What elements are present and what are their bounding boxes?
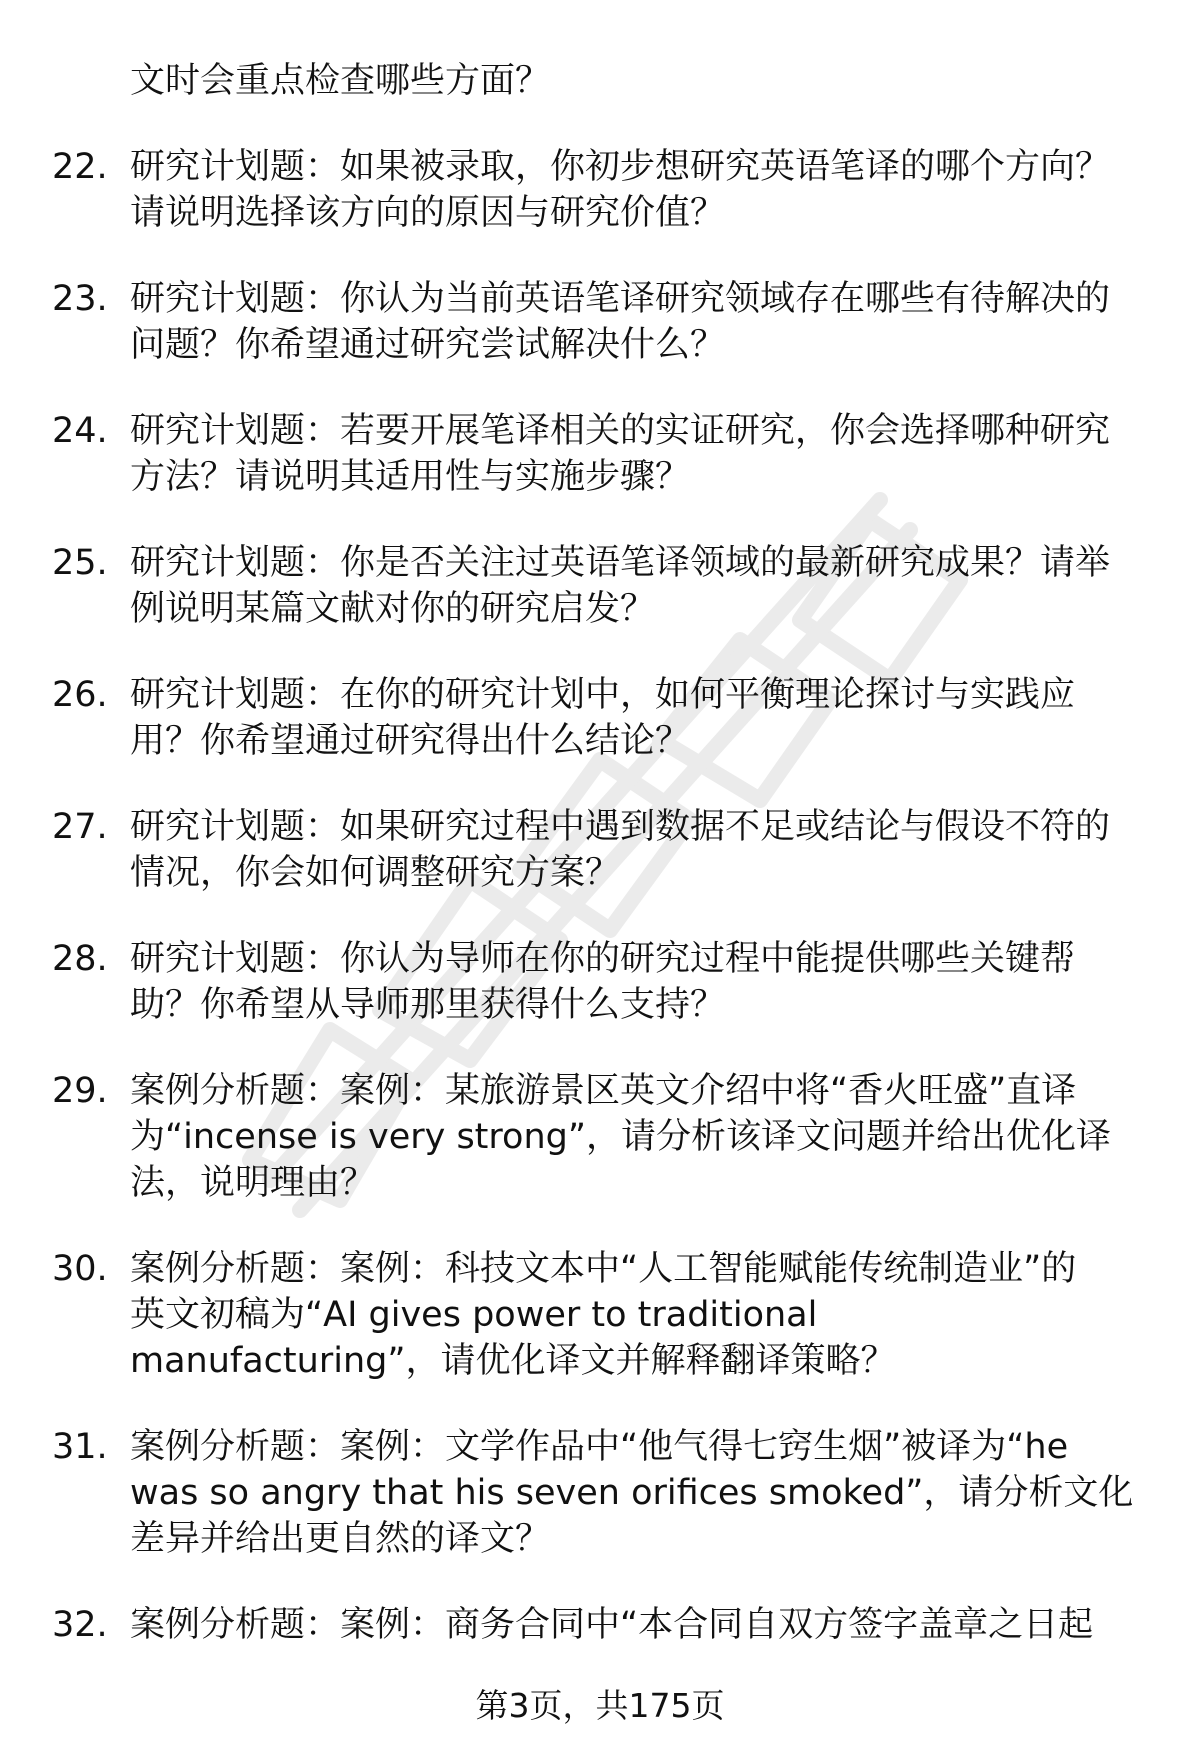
question-line: 研究计划题：如果研究过程中遇到数据不足或结论与假设不符的 (130, 807, 1111, 847)
question-item (52, 1424, 1162, 1562)
question-item (52, 540, 1162, 632)
question-text (130, 1602, 1162, 1648)
question-line: manufacturing”，请优化译文并解释翻译策略？ (130, 1341, 896, 1381)
question-line: 研究计划题：你认为导师在你的研究过程中能提供哪些关键帮 (130, 939, 1076, 979)
question-line: 案例分析题：案例：科技文本中“人工智能赋能传统制造业”的 (130, 1249, 1077, 1289)
question-item (52, 276, 1162, 368)
continuation-text: 文时会重点检查哪些方面？ (130, 61, 551, 101)
question-text (130, 1068, 1162, 1206)
question-item (52, 1068, 1162, 1206)
question-line: 研究计划题：若要开展笔译相关的实证研究，你会选择哪种研究 (130, 411, 1111, 451)
question-line: 请说明选择该方向的原因与研究价值？ (130, 193, 726, 233)
question-item (52, 1246, 1162, 1384)
question-line: 差异并给出更自然的译文？ (130, 1519, 551, 1559)
question-number: 22. (52, 147, 108, 187)
question-item (52, 144, 1162, 236)
question-line: 用？你希望通过研究得出什么结论？ (130, 721, 691, 761)
question-number: 29. (52, 1071, 108, 1111)
question-line: 例说明某篇文献对你的研究启发？ (130, 589, 656, 629)
question-line: 法，说明理由？ (130, 1163, 376, 1203)
question-number: 27. (52, 807, 108, 847)
question-number: 26. (52, 675, 108, 715)
question-number: 25. (52, 543, 108, 583)
question-text (130, 672, 1162, 764)
question-number: 24. (52, 411, 108, 451)
question-line: 为“incense is very strong”，请分析该译文问题并给出优化译 (130, 1117, 1111, 1157)
question-item (52, 804, 1162, 896)
question-line: 研究计划题：如果被录取，你初步想研究英语笔译的哪个方向？ (130, 147, 1111, 187)
question-item (52, 672, 1162, 764)
question-line: 助？你希望从导师那里获得什么支持？ (130, 985, 726, 1025)
question-line: 案例分析题：案例：文学作品中“他气得七窍生烟”被译为“he (130, 1427, 1069, 1467)
question-line: 研究计划题：在你的研究计划中，如何平衡理论探讨与实践应 (130, 675, 1076, 715)
question-text (130, 804, 1162, 896)
question-line: 方法？请说明其适用性与实施步骤？ (130, 457, 691, 497)
question-text (130, 1424, 1162, 1562)
question-item (52, 936, 1162, 1028)
question-item (52, 1602, 1162, 1648)
question-line: 问题？你希望通过研究尝试解决什么？ (130, 325, 726, 365)
question-text (130, 540, 1162, 632)
question-line: 案例分析题：案例：商务合同中“本合同自双方签字盖章之日起 (130, 1605, 1094, 1645)
page-footer: 第3页，共175页 (475, 1686, 725, 1725)
question-text (130, 408, 1162, 500)
question-text (130, 144, 1162, 236)
question-text (130, 276, 1162, 368)
question-number: 30. (52, 1249, 108, 1289)
question-list (52, 58, 1162, 1648)
question-number: 23. (52, 279, 108, 319)
question-number: 31. (52, 1427, 108, 1467)
question-number: 28. (52, 939, 108, 979)
question-item (52, 408, 1162, 500)
question-number: 32. (52, 1605, 108, 1645)
question-line: 情况，你会如何调整研究方案？ (130, 853, 621, 893)
question-line: 案例分析题：案例：某旅游景区英文介绍中将“香火旺盛”直译 (130, 1071, 1077, 1111)
question-line: 研究计划题：你是否关注过英语笔译领域的最新研究成果？请举 (130, 543, 1111, 583)
question-line: 研究计划题：你认为当前英语笔译研究领域存在哪些有待解决的 (130, 279, 1111, 319)
question-text (130, 1246, 1162, 1384)
question-line: was so angry that his seven orifices smoked”，请分析文化 (130, 1473, 1134, 1513)
question-text (130, 936, 1162, 1028)
question-line: 英文初稿为“AI gives power to traditional (130, 1295, 818, 1335)
